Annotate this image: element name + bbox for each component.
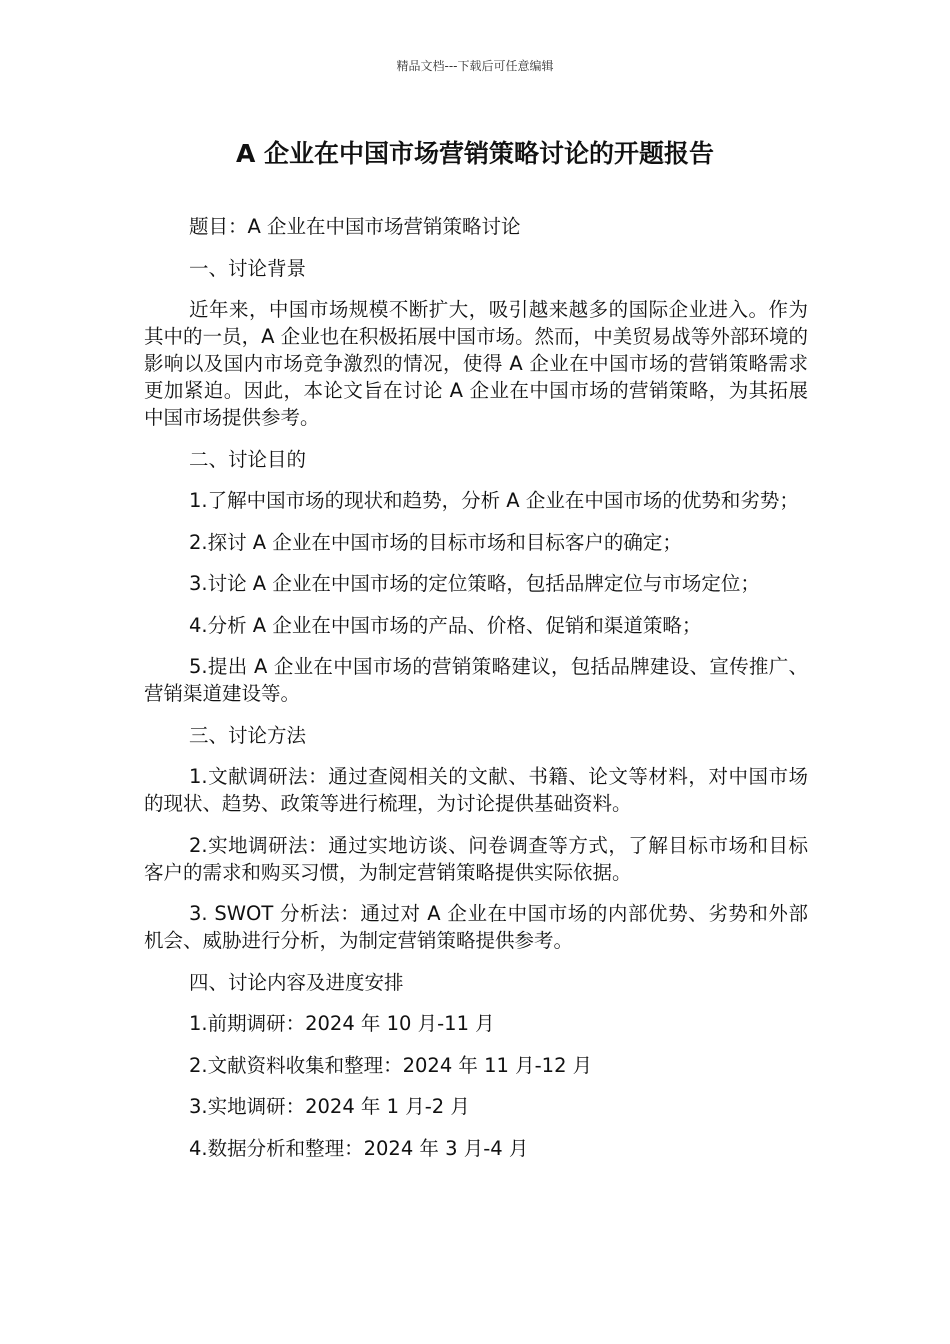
document-title: A 企业在中国市场营销策略讨论的开题报告 [235, 139, 715, 168]
method-item-2: 2.实地调研法：通过实地访谈、问卷调查等方式，了解目标市场和目标客户的需求和购买习惯，为制定营销策略提供实际依据。 [144, 833, 808, 884]
purpose-item-4: 4.分析 A 企业在中国市场的产品、价格、促销和渠道策略； [189, 613, 702, 637]
section-heading-purpose: 二、讨论目的 [189, 447, 307, 471]
topic-line: 题目：A 企业在中国市场营销策略讨论 [189, 215, 521, 238]
section-heading-methods: 三、讨论方法 [189, 723, 307, 747]
method-item-3: 3. SWOT 分析法：通过对 A 企业在中国市场的内部优势、劣势和外部机会、威胁进行分析，为制定营销策略提供参考。 [144, 902, 808, 952]
purpose-item-5: 5.提出 A 企业在中国市场的营销策略建议，包括品牌建设、宣传推广、营销渠道建设等。 [144, 655, 808, 705]
schedule-item-4: 4.数据分析和整理：2024 年 3 月-4 月 [189, 1136, 529, 1160]
purpose-item-1: 1.了解中国市场的现状和趋势，分析 A 企业在中国市场的优势和劣势； [189, 489, 799, 512]
schedule-item-2: 2.文献资料收集和整理：2024 年 11 月-12 月 [189, 1053, 593, 1077]
section-heading-background: 一、讨论背景 [189, 256, 307, 280]
background-paragraph: 近年来，中国市场规模不断扩大，吸引越来越多的国际企业进入。作为其中的一员，A 企业也在积极拓展中国市场。然而，中美贸易战等外部环境的影响以及国内市场竞争激烈的情况，使得 A 企业在中国市场的营销策略需求更加紧迫。因此，本论文旨在讨论 A 企业在中国市场的营销策略，为其拓展中国市场提供参考。 [144, 298, 808, 429]
purpose-item-3: 3.讨论 A 企业在中国市场的定位策略，包括品牌定位与市场定位； [189, 572, 760, 595]
section-heading-schedule: 四、讨论内容及进度安排 [189, 970, 404, 994]
page-header: 精品文档---下载后可任意编辑 [396, 59, 554, 73]
purpose-item-2: 2.探讨 A 企业在中国市场的目标市场和目标客户的确定； [189, 530, 682, 554]
schedule-item-3: 3.实地调研：2024 年 1 月-2 月 [189, 1095, 470, 1118]
schedule-item-1: 1.前期调研：2024 年 10 月-11 月 [189, 1012, 495, 1035]
method-item-1: 1.文献调研法：通过查阅相关的文献、书籍、论文等材料，对中国市场的现状、趋势、政策等进行梳理，为讨论提供基础资料。 [144, 765, 808, 815]
document-body [144, 213, 808, 1176]
